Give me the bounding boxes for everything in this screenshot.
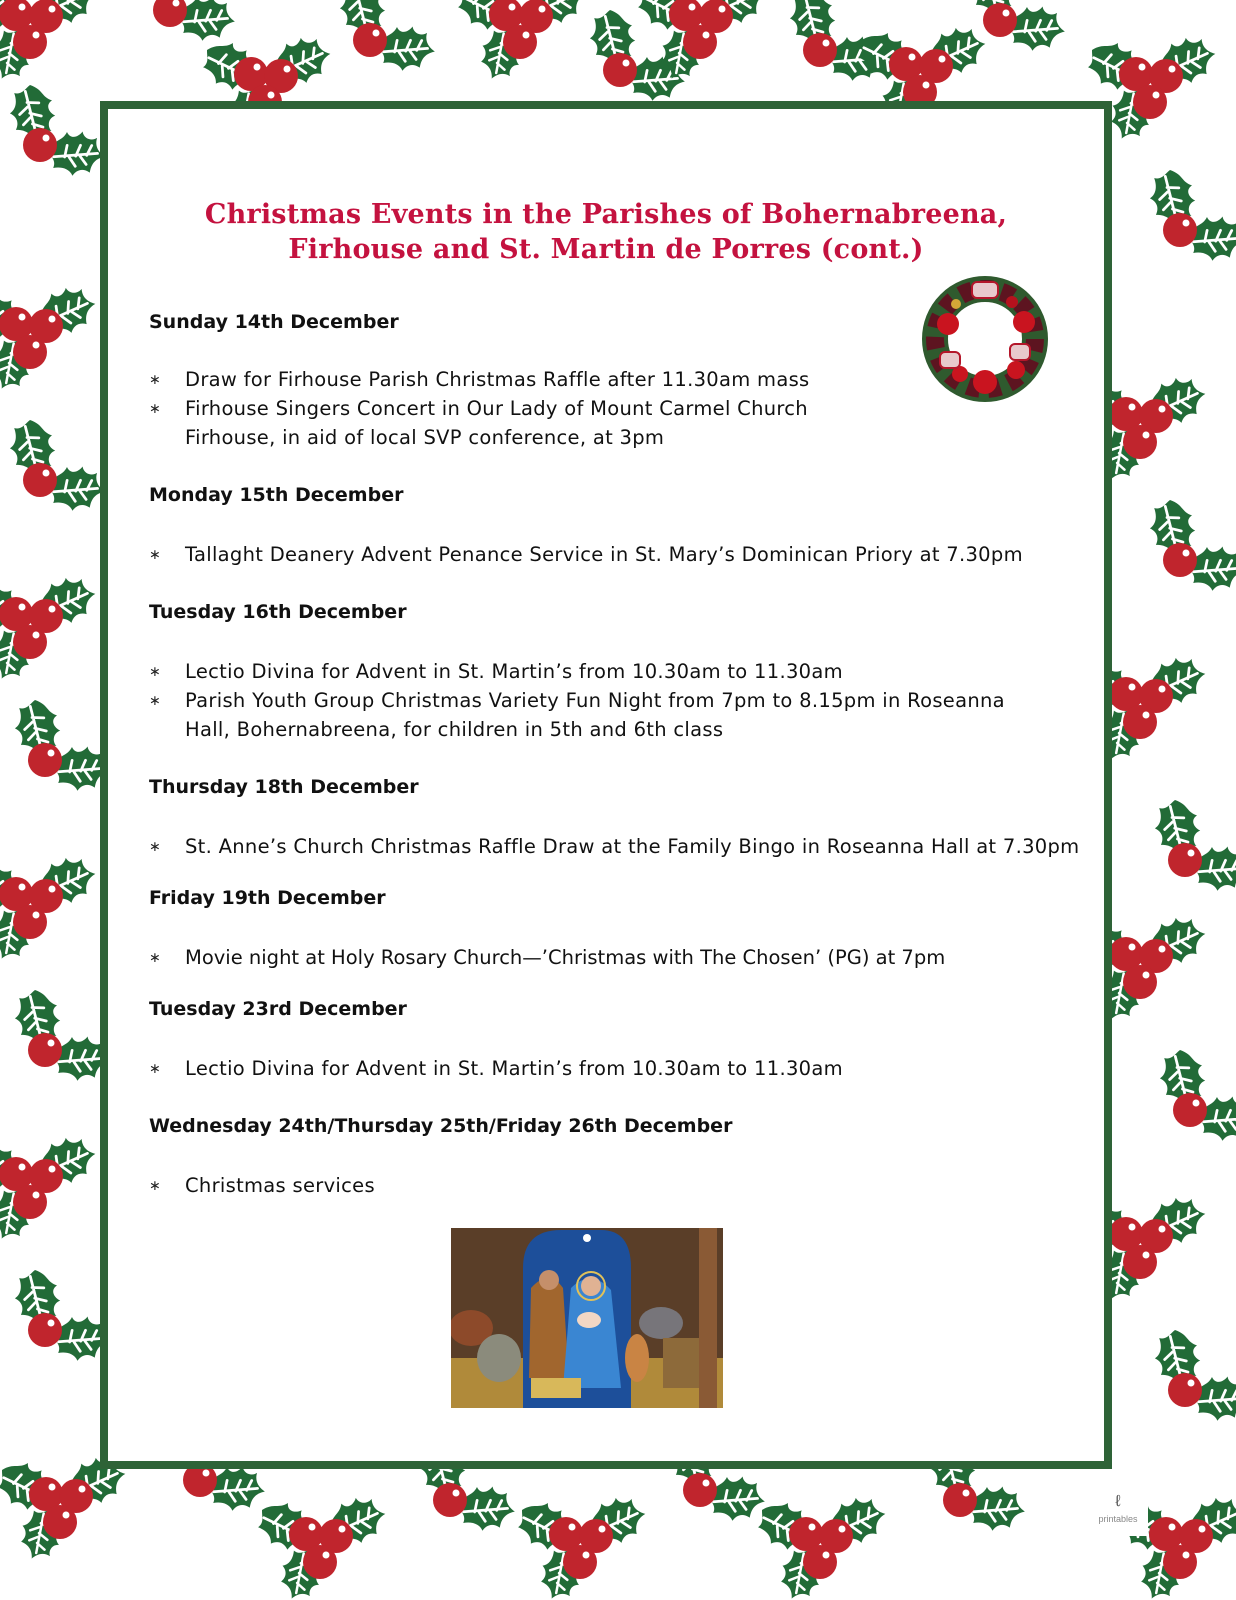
event-text: Firhouse Singers Concert in Our Lady of Mount Carmel Church Firhouse, in aid of local SVP conference, at 3pm — [185, 397, 808, 449]
event-item — [149, 394, 885, 452]
events-list — [149, 309, 1080, 1200]
event-text: Christmas services — [185, 1174, 375, 1197]
day-heading: Tuesday 23rd December — [149, 998, 407, 1020]
title-line-1: Christmas Events in the Parishes of Bohernabreena, — [204, 199, 1008, 231]
event-list — [149, 657, 1049, 744]
event-item — [149, 686, 1035, 744]
asterisk-bullet-icon: ∗ — [149, 1178, 162, 1194]
day-section-thursday-18 — [149, 774, 1080, 861]
asterisk-bullet-icon: ∗ — [149, 950, 161, 966]
content-panel — [100, 101, 1112, 1469]
day-heading: Tuesday 16th December — [149, 601, 407, 623]
event-item — [149, 365, 1049, 394]
day-heading: Monday 15th December — [149, 484, 404, 506]
day-section-christmas — [149, 1113, 1049, 1200]
event-list — [149, 943, 1049, 972]
page-title — [108, 197, 1104, 267]
event-item — [149, 943, 1049, 972]
asterisk-bullet-icon: ∗ — [149, 839, 162, 855]
event-item — [149, 832, 1085, 861]
event-text: Draw for Firhouse Parish Christmas Raffle after 11.30am mass — [185, 368, 810, 391]
day-section-monday-15 — [149, 482, 1049, 569]
asterisk-bullet-icon: ∗ — [149, 372, 162, 388]
asterisk-bullet-icon: ∗ — [149, 401, 162, 417]
event-text: Movie night at Holy Rosary Church—’Christmas with The Chosen’ (PG) at 7pm — [185, 946, 946, 969]
watermark — [1088, 1490, 1148, 1536]
event-text: Tallaght Deanery Advent Penance Service in St. Mary’s Dominican Priory at 7.30pm — [185, 543, 1023, 566]
event-text: St. Anne’s Church Christmas Raffle Draw at the Family Bingo in Roseanna Hall at 7.30pm — [185, 835, 1080, 858]
watermark-text: printables — [1098, 1514, 1138, 1524]
event-list — [149, 365, 1049, 452]
day-heading: Friday 19th December — [149, 887, 386, 909]
day-section-sunday-14 — [149, 309, 1049, 452]
event-list — [149, 540, 1049, 569]
event-text: Parish Youth Group Christmas Variety Fun Night from 7pm to 8.15pm in Roseanna Hall, Bohernabreena, for children in 5th and 6th class — [185, 689, 1005, 741]
day-section-tuesday-23 — [149, 996, 1049, 1083]
title-line-2: Firhouse and St. Martin de Porres (cont.) — [288, 234, 924, 266]
day-heading: Wednesday 24th/Thursday 25th/Friday 26th December — [149, 1115, 733, 1137]
event-text: Lectio Divina for Advent in St. Martin’s from 10.30am to 11.30am — [185, 660, 843, 683]
day-section-friday-19 — [149, 885, 1049, 972]
event-list — [149, 832, 1080, 861]
day-heading: Thursday 18th December — [149, 776, 419, 798]
asterisk-bullet-icon: ∗ — [149, 693, 162, 709]
event-list — [149, 1171, 1049, 1200]
watermark-logo-icon: ℓ — [1115, 1493, 1121, 1510]
nativity-scene-image — [451, 1228, 723, 1408]
event-item — [149, 657, 1049, 686]
asterisk-bullet-icon: ∗ — [149, 1061, 162, 1077]
event-list — [149, 1054, 1049, 1083]
asterisk-bullet-icon: ∗ — [149, 664, 162, 680]
day-heading: Sunday 14th December — [149, 311, 399, 333]
event-item — [149, 1171, 1049, 1200]
day-section-tuesday-16 — [149, 599, 1049, 744]
event-item — [149, 540, 1055, 569]
event-text: Lectio Divina for Advent in St. Martin’s from 10.30am to 11.30am — [185, 1057, 843, 1080]
event-item — [149, 1054, 1049, 1083]
asterisk-bullet-icon: ∗ — [149, 547, 162, 563]
